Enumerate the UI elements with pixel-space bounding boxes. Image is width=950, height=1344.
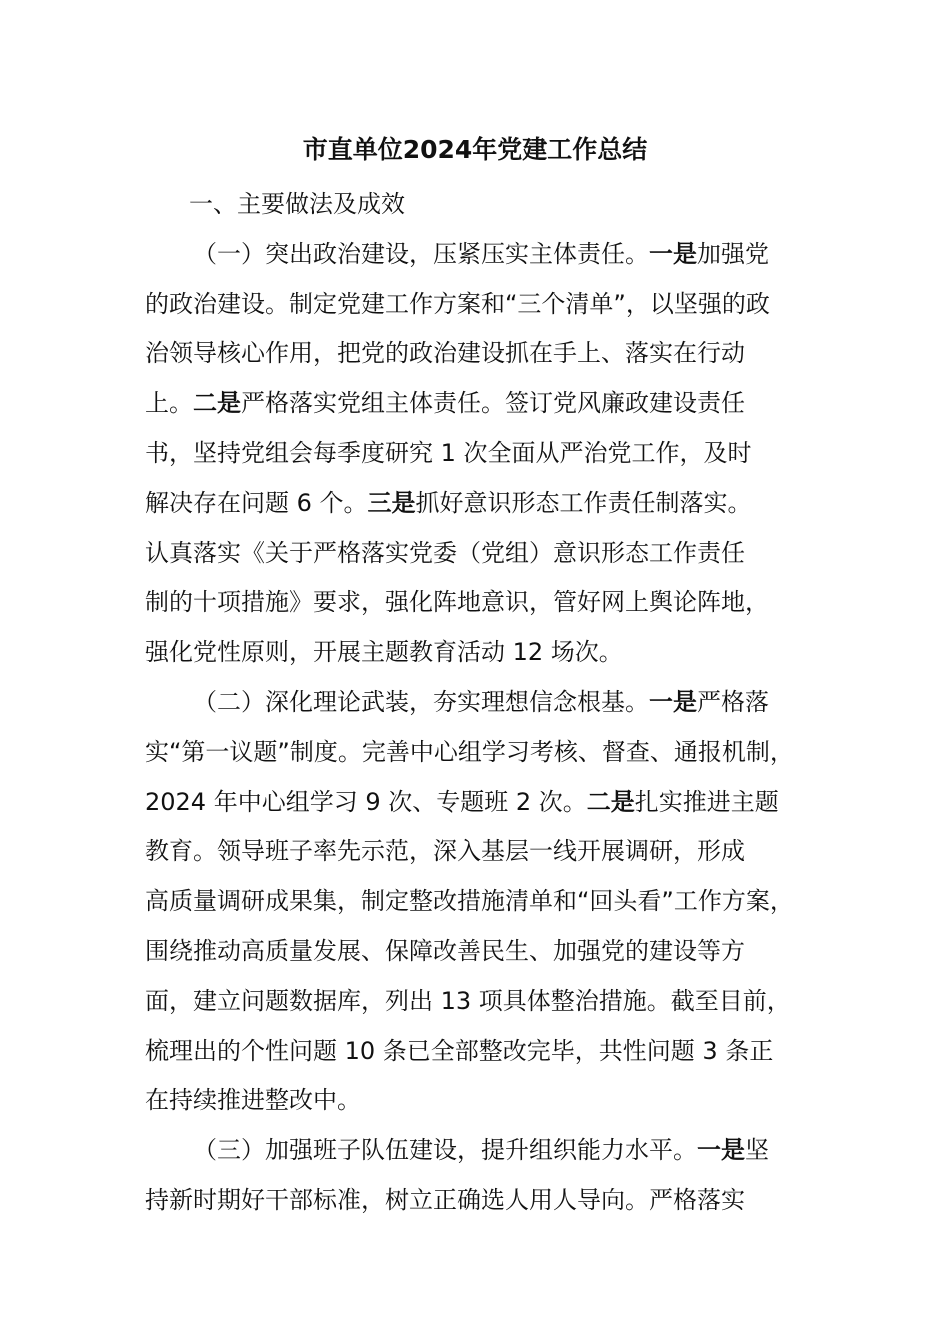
text-segment: 持新时期好干部标准，树立正确选人用人导向。严格落实	[145, 1185, 745, 1214]
text-line	[145, 778, 825, 828]
text-line	[145, 1176, 825, 1226]
text-line	[145, 728, 825, 778]
emphasis-text: 三是	[367, 488, 416, 517]
text-segment: 治领导核心作用，把党的政治建设抓在手上、落实在行动	[145, 339, 745, 368]
emphasis-text: 二是	[586, 787, 635, 816]
text-segment: （一）突出政治建设，压紧压实主体责任。	[193, 239, 649, 268]
text-segment: 教育。领导班子率先示范，深入基层一线开展调研，形成	[145, 837, 745, 866]
text-segment: 强化党性原则，开展主题教育活动 12 场次。	[145, 638, 623, 667]
text-line	[145, 1027, 825, 1077]
text-segment: 在持续推进整改中。	[145, 1086, 361, 1115]
text-segment: 严格落实党组主体责任。签订党风廉政建设责任	[241, 389, 745, 418]
text-line	[145, 678, 825, 728]
text-segment: 梳理出的个性问题 10 条已全部整改完毕，共性问题 3 条正	[145, 1036, 774, 1065]
text-line	[145, 927, 825, 977]
text-line	[145, 827, 825, 877]
emphasis-text: 一是	[649, 239, 697, 268]
text-segment: 解决存在问题 6 个。	[145, 488, 368, 517]
text-line	[145, 479, 825, 529]
text-segment: 围绕推动高质量发展、保障改善民生、加强党的建设等方	[145, 936, 745, 965]
text-segment: 书，坚持党组会每季度研究 1 次全面从严治党工作，及时	[145, 438, 752, 467]
text-segment: 实“第一议题”制度。完善中心组学习考核、督查、通报机制，	[145, 737, 794, 766]
text-segment: 认真落实《关于严格落实党委（党组）意识形态工作责任	[145, 538, 745, 567]
emphasis-text: 一是	[649, 687, 697, 716]
text-segment: 坚	[745, 1136, 769, 1165]
text-segment: 扎实推进主题	[634, 787, 779, 816]
text-segment: 的政治建设。制定党建工作方案和“三个清单”，以坚强的政	[145, 289, 770, 318]
text-segment: （二）深化理论武装，夯实理想信念根基。	[193, 687, 649, 716]
document-title: 市直单位2024年党建工作总结	[302, 135, 648, 164]
text-line	[145, 578, 825, 628]
text-segment: 抓好意识形态工作责任制落实。	[415, 488, 752, 517]
text-line	[145, 977, 825, 1027]
text-line	[145, 230, 825, 280]
text-line	[145, 280, 825, 330]
text-line	[145, 429, 825, 479]
text-segment: （三）加强班子队伍建设，提升组织能力水平。	[193, 1136, 697, 1165]
emphasis-text: 二是	[193, 389, 241, 418]
text-line	[145, 877, 825, 927]
text-line	[145, 529, 825, 579]
text-segment: 2024 年中心组学习 9 次、专题班 2 次。	[145, 787, 587, 816]
paragraph-lines	[145, 230, 825, 1226]
text-line	[145, 329, 825, 379]
text-segment: 高质量调研成果集，制定整改措施清单和“回头看”工作方案，	[145, 887, 794, 916]
document-body	[145, 180, 825, 1226]
text-segment: 制的十项措施》要求，强化阵地意识，管好网上舆论阵地，	[145, 588, 769, 617]
text-segment: 面，建立问题数据库，列出 13 项具体整治措施。截至目前，	[145, 986, 791, 1015]
emphasis-text: 一是	[697, 1136, 745, 1165]
section-heading: 一、主要做法及成效	[189, 190, 405, 218]
text-line	[145, 379, 825, 429]
text-segment: 严格落	[697, 687, 769, 716]
text-line	[145, 628, 825, 678]
text-segment: 上。	[145, 389, 193, 418]
text-line	[145, 1126, 825, 1176]
text-line	[145, 1076, 825, 1126]
text-segment: 加强党	[697, 239, 769, 268]
